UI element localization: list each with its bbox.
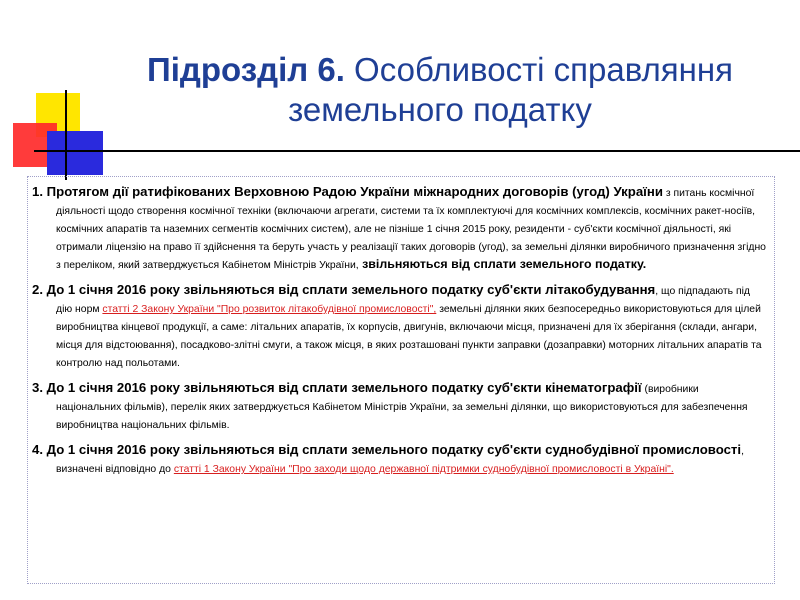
item-2-law-link[interactable]: статті 2 Закону України "Про розвиток літакобудівної промисловості", <box>102 304 437 315</box>
item-3-lead: 3. До 1 січня 2016 року звільняються від сплати земельного податку суб'єкти кінематографії <box>32 380 642 395</box>
item-3-text: (виробники національних фільмів), перелік яких затверджується Кабінетом Міністрів України, за земельні ділянки, що використовуються для забезпечення виробництва національних фільмів. <box>56 384 748 431</box>
list-item-3 <box>32 379 766 433</box>
item-1-lead: 1. Протягом дії ратифікованих Верховною Радою України міжнародних договорів (угод) України <box>32 184 663 199</box>
title-number: Підрозділ 6. <box>147 51 345 88</box>
list-item-1 <box>32 183 766 273</box>
blue-square <box>47 131 103 175</box>
content-box <box>27 176 775 584</box>
item-1-text: з питань космічної діяльності щодо створення космічної техніки (включаючи агрегати, системи та їх комплектуючі для космічних комплексів, космічних ракет-носіїв, космічних апаратів та наземних сегментів космічних систем), але не пізніше 1 січня 2015 року, резиденти - суб'єкти космічної діяльності, які отримали ліцензію на право її здійснення та беруть участь у реалізації таких договорів (угод), за земельні ділянки виробничого призначення згідно з переліком, який затверджується Кабінетом Міністрів України, <box>56 188 766 271</box>
item-2-lead: 2. До 1 січня 2016 року звільняються від сплати земельного податку суб'єкти літакобудування <box>32 282 656 297</box>
list-item-4 <box>32 441 766 477</box>
item-2-text: земельні ділянки яких безпосередньо використовуються для цілей виробництва кінцевої продукції, а саме: літальних апаратів, їх корпусів, двигунів, включаючи місця, призначені для їх зберігання (склади, ангари, місця для відстоювання), посадково-злітні смуги, а також місця, в яких розташовані пункти заправки (дозаправки) моторних літальних апаратів та контролю над польотами. <box>56 304 762 369</box>
item-2-pre: , що підпадають під дію норм <box>56 286 750 315</box>
logo-squares-decoration <box>0 0 130 180</box>
title-divider-line <box>34 150 800 152</box>
list-item-2 <box>32 281 766 371</box>
item-4-lead: 4. До 1 січня 2016 року звільняються від сплати земельного податку суб'єкти суднобудівної промисловості <box>32 442 742 457</box>
vertical-line <box>65 90 67 180</box>
item-4-pre: , визначені відповідно до <box>56 446 744 475</box>
item-1-end: звільняються від сплати земельного податку. <box>358 257 647 271</box>
slide-title <box>130 50 750 130</box>
item-4-law-link[interactable]: статті 1 Закону України "Про заходи щодо державної підтримки суднобудівної промисловості в Україні". <box>173 464 674 475</box>
title-text: Особливості справляння земельного податку <box>288 51 733 128</box>
